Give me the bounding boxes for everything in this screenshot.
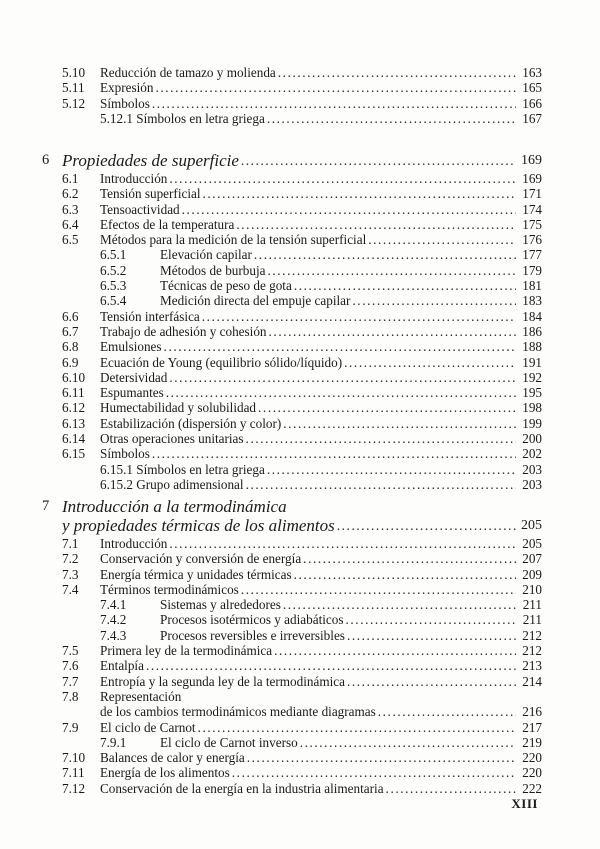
chapter-heading-line2 bbox=[0, 516, 600, 535]
entry-title: Introducción bbox=[100, 536, 168, 551]
leader-dots bbox=[294, 567, 516, 582]
leader-dots bbox=[198, 720, 516, 735]
entry-number: 6.2 bbox=[62, 186, 79, 202]
entry-title: Técnicas de peso de gota bbox=[160, 278, 292, 294]
toc-entry[interactable] bbox=[0, 781, 600, 796]
toc-chapter-6 bbox=[0, 151, 600, 492]
entry-title: Procesos isotérmicos y adiabáticos bbox=[160, 612, 344, 628]
entry-page: 186 bbox=[522, 323, 542, 339]
leader-dots bbox=[169, 370, 516, 385]
toc-entry[interactable] bbox=[0, 643, 600, 658]
entry-page: 177 bbox=[522, 247, 542, 263]
leader-dots bbox=[267, 111, 516, 126]
entry-title: Detersividad bbox=[100, 369, 168, 385]
entry-title: de los cambios termodinámicos mediante diagramas bbox=[100, 704, 376, 720]
page-folio: XIII bbox=[511, 796, 538, 811]
entry-title: Tensión superficial bbox=[100, 186, 201, 202]
entry-title: Conservación de la energía en la industria alimentaria bbox=[100, 780, 384, 796]
entry-page: 207 bbox=[522, 551, 542, 567]
toc-entry[interactable] bbox=[0, 416, 600, 431]
entry-page: 175 bbox=[522, 216, 542, 232]
entry-page: 174 bbox=[522, 201, 542, 217]
toc-entry[interactable] bbox=[0, 232, 600, 247]
toc-entry[interactable] bbox=[0, 765, 600, 780]
entry-title: 5.12.1 Símbolos en letra griega bbox=[100, 110, 265, 126]
entry-title: 6.15.1 Símbolos en letra griega bbox=[100, 461, 265, 477]
entry-number: 6.15 bbox=[62, 446, 86, 462]
toc-entry[interactable] bbox=[0, 582, 600, 597]
toc-entry[interactable] bbox=[0, 355, 600, 370]
toc-entry[interactable] bbox=[0, 689, 600, 704]
leader-dots bbox=[258, 400, 516, 415]
entry-page: 167 bbox=[522, 110, 542, 126]
entry-page: 184 bbox=[522, 308, 542, 324]
toc-entry[interactable] bbox=[0, 96, 600, 111]
entry-number: 7.1 bbox=[62, 536, 79, 551]
toc-entry[interactable] bbox=[0, 278, 600, 293]
toc-entry[interactable] bbox=[0, 477, 600, 492]
leader-dots bbox=[269, 324, 516, 339]
entry-title: Métodos para la medición de la tensión superficial bbox=[100, 232, 367, 248]
leader-dots bbox=[232, 765, 516, 780]
toc-entry[interactable] bbox=[0, 370, 600, 385]
toc-entry[interactable] bbox=[0, 750, 600, 765]
leader-dots bbox=[169, 536, 516, 551]
leader-dots bbox=[300, 735, 516, 750]
toc-entry[interactable] bbox=[0, 247, 600, 262]
entry-number: 6.10 bbox=[62, 369, 86, 385]
entry-page: 171 bbox=[522, 186, 542, 202]
toc-entry[interactable] bbox=[0, 720, 600, 735]
toc-entry[interactable] bbox=[0, 431, 600, 446]
leader-dots bbox=[352, 293, 516, 308]
entry-number: 6.13 bbox=[62, 415, 86, 431]
toc-chapter-7 bbox=[0, 497, 600, 796]
entry-title: Elevación capilar bbox=[160, 247, 252, 263]
toc-entry[interactable] bbox=[0, 628, 600, 643]
entry-number: 7.4.1 bbox=[100, 597, 127, 613]
entry-number: 7.4.3 bbox=[100, 627, 127, 643]
entry-title: Balances de calor y energía bbox=[100, 750, 245, 766]
toc-entry[interactable] bbox=[0, 658, 600, 673]
entry-number: 6.1 bbox=[62, 171, 79, 186]
toc-entry[interactable] bbox=[0, 65, 600, 80]
entry-title: Sistemas y alrededores bbox=[160, 597, 281, 613]
leader-dots bbox=[241, 151, 516, 170]
entry-page: 192 bbox=[522, 369, 542, 385]
entry-title: Expresión bbox=[100, 80, 154, 96]
toc-entry[interactable] bbox=[0, 309, 600, 324]
chapter-page: 169 bbox=[521, 153, 542, 168]
entry-page: 219 bbox=[522, 734, 542, 750]
leader-dots bbox=[152, 446, 516, 461]
entry-number: 6.12 bbox=[62, 400, 86, 416]
entry-page: 220 bbox=[522, 750, 542, 766]
leader-dots bbox=[347, 674, 516, 689]
leader-dots bbox=[202, 309, 516, 324]
chapter-title-line1: Introducción a la termodinámica bbox=[62, 497, 287, 516]
entry-number: 6.9 bbox=[62, 354, 79, 370]
leader-dots bbox=[236, 217, 516, 232]
leader-dots bbox=[267, 263, 516, 278]
entry-title: Energía de los alimentos bbox=[100, 765, 230, 781]
entry-title: Entropía y la segunda ley de la termodinámica bbox=[100, 673, 345, 689]
leader-dots bbox=[146, 658, 516, 673]
entry-number: 7.3 bbox=[62, 566, 79, 582]
entry-page: 166 bbox=[522, 95, 542, 111]
entry-number: 6.5.2 bbox=[100, 262, 127, 278]
entry-title: 6.15.2 Grupo adimensional bbox=[100, 476, 244, 492]
leader-dots bbox=[203, 186, 516, 201]
entry-page: 183 bbox=[522, 293, 542, 309]
entry-title: Efectos de la temperatura bbox=[100, 216, 235, 232]
entry-page: 179 bbox=[522, 262, 542, 278]
toc-entry[interactable] bbox=[0, 217, 600, 232]
toc-entry[interactable] bbox=[0, 202, 600, 217]
entry-number: 7.9.1 bbox=[100, 734, 127, 750]
leader-dots bbox=[254, 247, 516, 262]
entry-title: Entalpía bbox=[100, 658, 144, 674]
toc-entry[interactable] bbox=[0, 597, 600, 612]
entry-page: 202 bbox=[522, 446, 542, 462]
entry-page: 210 bbox=[522, 581, 542, 597]
entry-number: 6.8 bbox=[62, 339, 79, 355]
entry-number: 6.4 bbox=[62, 216, 79, 232]
toc-entry[interactable] bbox=[0, 462, 600, 477]
entry-title: Ecuación de Young (equilibrio sólido/líquido) bbox=[100, 354, 343, 370]
entry-page: 176 bbox=[522, 232, 542, 248]
chapter-number: 7 bbox=[42, 498, 50, 514]
entry-page: 213 bbox=[522, 658, 542, 674]
entry-title: Estabilización (dispersión y color) bbox=[100, 415, 282, 431]
leader-dots bbox=[241, 582, 516, 597]
entry-title: Símbolos bbox=[100, 446, 150, 462]
entry-title: Representación bbox=[100, 688, 182, 704]
entry-page: 217 bbox=[522, 719, 542, 735]
leader-dots bbox=[283, 416, 516, 431]
leader-dots bbox=[347, 628, 516, 643]
toc-entry[interactable] bbox=[0, 263, 600, 278]
leader-dots bbox=[247, 750, 516, 765]
entry-page: 188 bbox=[522, 339, 542, 355]
entry-page: 203 bbox=[522, 476, 542, 492]
entry-number: 6.7 bbox=[62, 323, 79, 339]
entry-title: El ciclo de Carnot bbox=[100, 719, 196, 735]
toc-entry[interactable] bbox=[0, 80, 600, 95]
entry-page: 181 bbox=[522, 278, 542, 294]
entry-number: 6.5.1 bbox=[100, 247, 127, 263]
entry-number: 7.8 bbox=[62, 688, 79, 704]
entry-number: 6.3 bbox=[62, 201, 79, 217]
chapter-title-line2: y propiedades térmicas de los alimentos bbox=[62, 516, 335, 535]
entry-page: 212 bbox=[522, 627, 542, 643]
leader-dots bbox=[182, 202, 516, 217]
leader-dots bbox=[337, 516, 516, 535]
leader-dots bbox=[368, 232, 516, 247]
entry-page: 209 bbox=[522, 566, 542, 582]
leader-dots bbox=[378, 704, 516, 719]
entry-number: 7.10 bbox=[62, 750, 86, 766]
entry-page: 216 bbox=[522, 704, 542, 720]
entry-number: 6.11 bbox=[62, 385, 85, 401]
entry-page: 222 bbox=[522, 780, 542, 796]
entry-number: 5.11 bbox=[62, 80, 85, 96]
leader-dots bbox=[278, 65, 516, 80]
toc-entry[interactable] bbox=[0, 551, 600, 566]
chapter-title: Propiedades de superficie bbox=[62, 151, 239, 170]
entry-page: 205 bbox=[522, 536, 542, 551]
entry-page: 163 bbox=[522, 65, 542, 80]
leader-dots bbox=[166, 385, 516, 400]
toc-entry[interactable] bbox=[0, 385, 600, 400]
toc-entry[interactable] bbox=[0, 171, 600, 186]
entry-number: 7.7 bbox=[62, 673, 79, 689]
toc-entry[interactable] bbox=[0, 567, 600, 582]
toc-entry[interactable] bbox=[0, 735, 600, 750]
toc-entry[interactable] bbox=[0, 111, 600, 126]
toc-entry[interactable] bbox=[0, 324, 600, 339]
entry-title: Medición directa del empuje capilar bbox=[160, 293, 351, 309]
entry-title: El ciclo de Carnot inverso bbox=[160, 734, 298, 750]
toc-entry[interactable] bbox=[0, 536, 600, 551]
entry-number: 7.4.2 bbox=[100, 612, 127, 628]
entry-title: Procesos reversibles e irreversibles bbox=[160, 627, 345, 643]
toc-entry[interactable] bbox=[0, 293, 600, 308]
entry-title: Humectabilidad y solubilidad bbox=[100, 400, 257, 416]
entry-title: Introducción bbox=[100, 171, 168, 186]
entry-number: 7.5 bbox=[62, 643, 79, 659]
leader-dots bbox=[386, 781, 516, 796]
entry-title: Métodos de burbuja bbox=[160, 262, 266, 278]
toc-entry[interactable] bbox=[0, 446, 600, 461]
toc-entry[interactable] bbox=[0, 704, 600, 719]
entry-title: Símbolos bbox=[100, 95, 150, 111]
toc-entry[interactable] bbox=[0, 674, 600, 689]
entry-number: 6.6 bbox=[62, 308, 79, 324]
entry-title: Trabajo de adhesión y cohesión bbox=[100, 323, 267, 339]
leader-dots bbox=[344, 355, 516, 370]
leader-dots bbox=[274, 643, 516, 658]
leader-dots bbox=[164, 339, 516, 354]
entry-title: Reducción de tamazo y molienda bbox=[100, 65, 276, 80]
entry-number: 5.10 bbox=[62, 65, 86, 80]
leader-dots bbox=[169, 171, 516, 186]
entry-title: Tensión interfásica bbox=[100, 308, 200, 324]
entry-title: Tensoactividad bbox=[100, 201, 180, 217]
entry-number: 7.9 bbox=[62, 719, 79, 735]
entry-page: 200 bbox=[522, 431, 542, 447]
leader-dots bbox=[346, 612, 517, 627]
entry-number: 5.12 bbox=[62, 95, 86, 111]
entry-page: 214 bbox=[522, 673, 542, 689]
leader-dots bbox=[155, 80, 516, 95]
entry-page: 195 bbox=[522, 385, 542, 401]
entry-page: 212 bbox=[522, 643, 542, 659]
entry-title: Términos termodinámicos bbox=[100, 581, 239, 597]
entry-page: 165 bbox=[522, 80, 542, 96]
entry-title: Primera ley de la termodinámica bbox=[100, 643, 273, 659]
leader-dots bbox=[294, 278, 516, 293]
entry-number: 6.5.3 bbox=[100, 278, 127, 294]
entry-number: 7.2 bbox=[62, 551, 79, 567]
entry-number: 6.14 bbox=[62, 431, 86, 447]
entry-page: 191 bbox=[522, 354, 542, 370]
entry-number: 6.5.4 bbox=[100, 293, 127, 309]
entry-page: 198 bbox=[522, 400, 542, 416]
entry-number: 7.6 bbox=[62, 658, 79, 674]
toc-entry[interactable] bbox=[0, 400, 600, 415]
entry-number: 7.12 bbox=[62, 780, 86, 796]
entry-title: Energía térmica y unidades térmicas bbox=[100, 566, 292, 582]
leader-dots bbox=[283, 597, 516, 612]
entry-page: 199 bbox=[522, 415, 542, 431]
entry-page: 169 bbox=[522, 171, 542, 186]
entry-number: 6.5 bbox=[62, 232, 79, 248]
entry-title: Conservación y conversión de energía bbox=[100, 551, 302, 567]
entry-page: 211 bbox=[522, 612, 542, 628]
toc-entry[interactable] bbox=[0, 186, 600, 201]
chapter-heading bbox=[0, 151, 600, 170]
toc-entry[interactable] bbox=[0, 339, 600, 354]
leader-dots bbox=[303, 551, 516, 566]
entry-title: Espumantes bbox=[100, 385, 164, 401]
toc-entry[interactable] bbox=[0, 612, 600, 627]
leader-dots bbox=[246, 431, 516, 446]
leader-dots bbox=[152, 96, 516, 111]
entry-page: 203 bbox=[522, 461, 542, 477]
leader-dots bbox=[246, 477, 516, 492]
toc-section-5-tail bbox=[0, 65, 600, 126]
entry-title: Otras operaciones unitarias bbox=[100, 431, 244, 447]
entry-title: Emulsiones bbox=[100, 339, 162, 355]
chapter-heading-line1 bbox=[0, 497, 600, 516]
entry-page: 220 bbox=[522, 765, 542, 781]
leader-dots bbox=[267, 462, 516, 477]
chapter-page: 205 bbox=[521, 518, 542, 533]
entry-page: 211 bbox=[522, 597, 542, 613]
entry-number: 7.4 bbox=[62, 581, 79, 597]
chapter-number: 6 bbox=[42, 152, 50, 168]
entry-number: 7.11 bbox=[62, 765, 85, 781]
